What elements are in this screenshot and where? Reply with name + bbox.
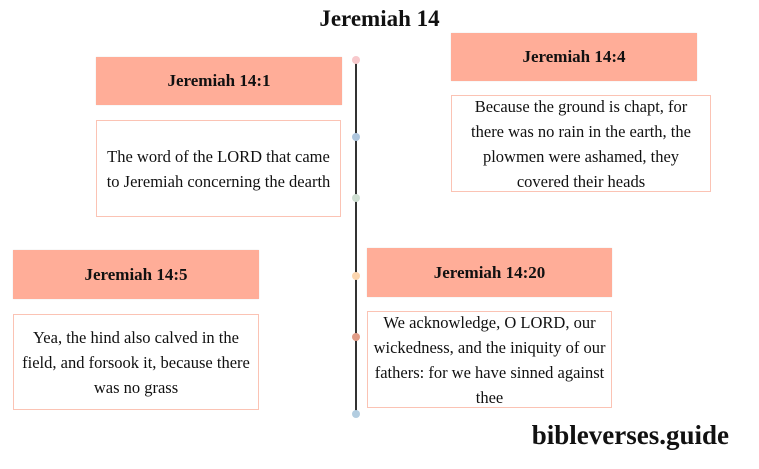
verse-text: We acknowledge, O LORD, our wickedness, and the iniquity of our fathers: for we have sinned against thee (373, 312, 606, 407)
verse-reference-header: Jeremiah 14:1 (96, 57, 342, 105)
verse-text-card (367, 311, 612, 408)
timeline-dot (352, 272, 360, 280)
verse-text: Yea, the hind also calved in the field, and forsook it, because there was no grass (22, 327, 250, 397)
verse-text-card (13, 314, 259, 410)
verse-text: The word of the LORD that came to Jeremiah concerning the dearth (106, 146, 331, 191)
verse-reference-header: Jeremiah 14:4 (451, 33, 697, 81)
verse-text-card (451, 95, 711, 192)
verse-text: Because the ground is chapt, for there was no rain in the earth, the plowmen were ashamed, they covered their heads (471, 96, 691, 191)
page-title: Jeremiah 14 (319, 6, 440, 31)
verse-reference-header: Jeremiah 14:5 (13, 250, 259, 299)
timeline-dot (352, 410, 360, 418)
site-brand: bibleverses.guide (531, 420, 729, 450)
timeline-dot (352, 133, 360, 141)
timeline-dot (352, 194, 360, 202)
verse-reference-header: Jeremiah 14:20 (367, 248, 612, 297)
timeline-line (355, 60, 357, 414)
verse-text-card (96, 120, 341, 217)
timeline-dot (352, 333, 360, 341)
timeline-dot (352, 56, 360, 64)
